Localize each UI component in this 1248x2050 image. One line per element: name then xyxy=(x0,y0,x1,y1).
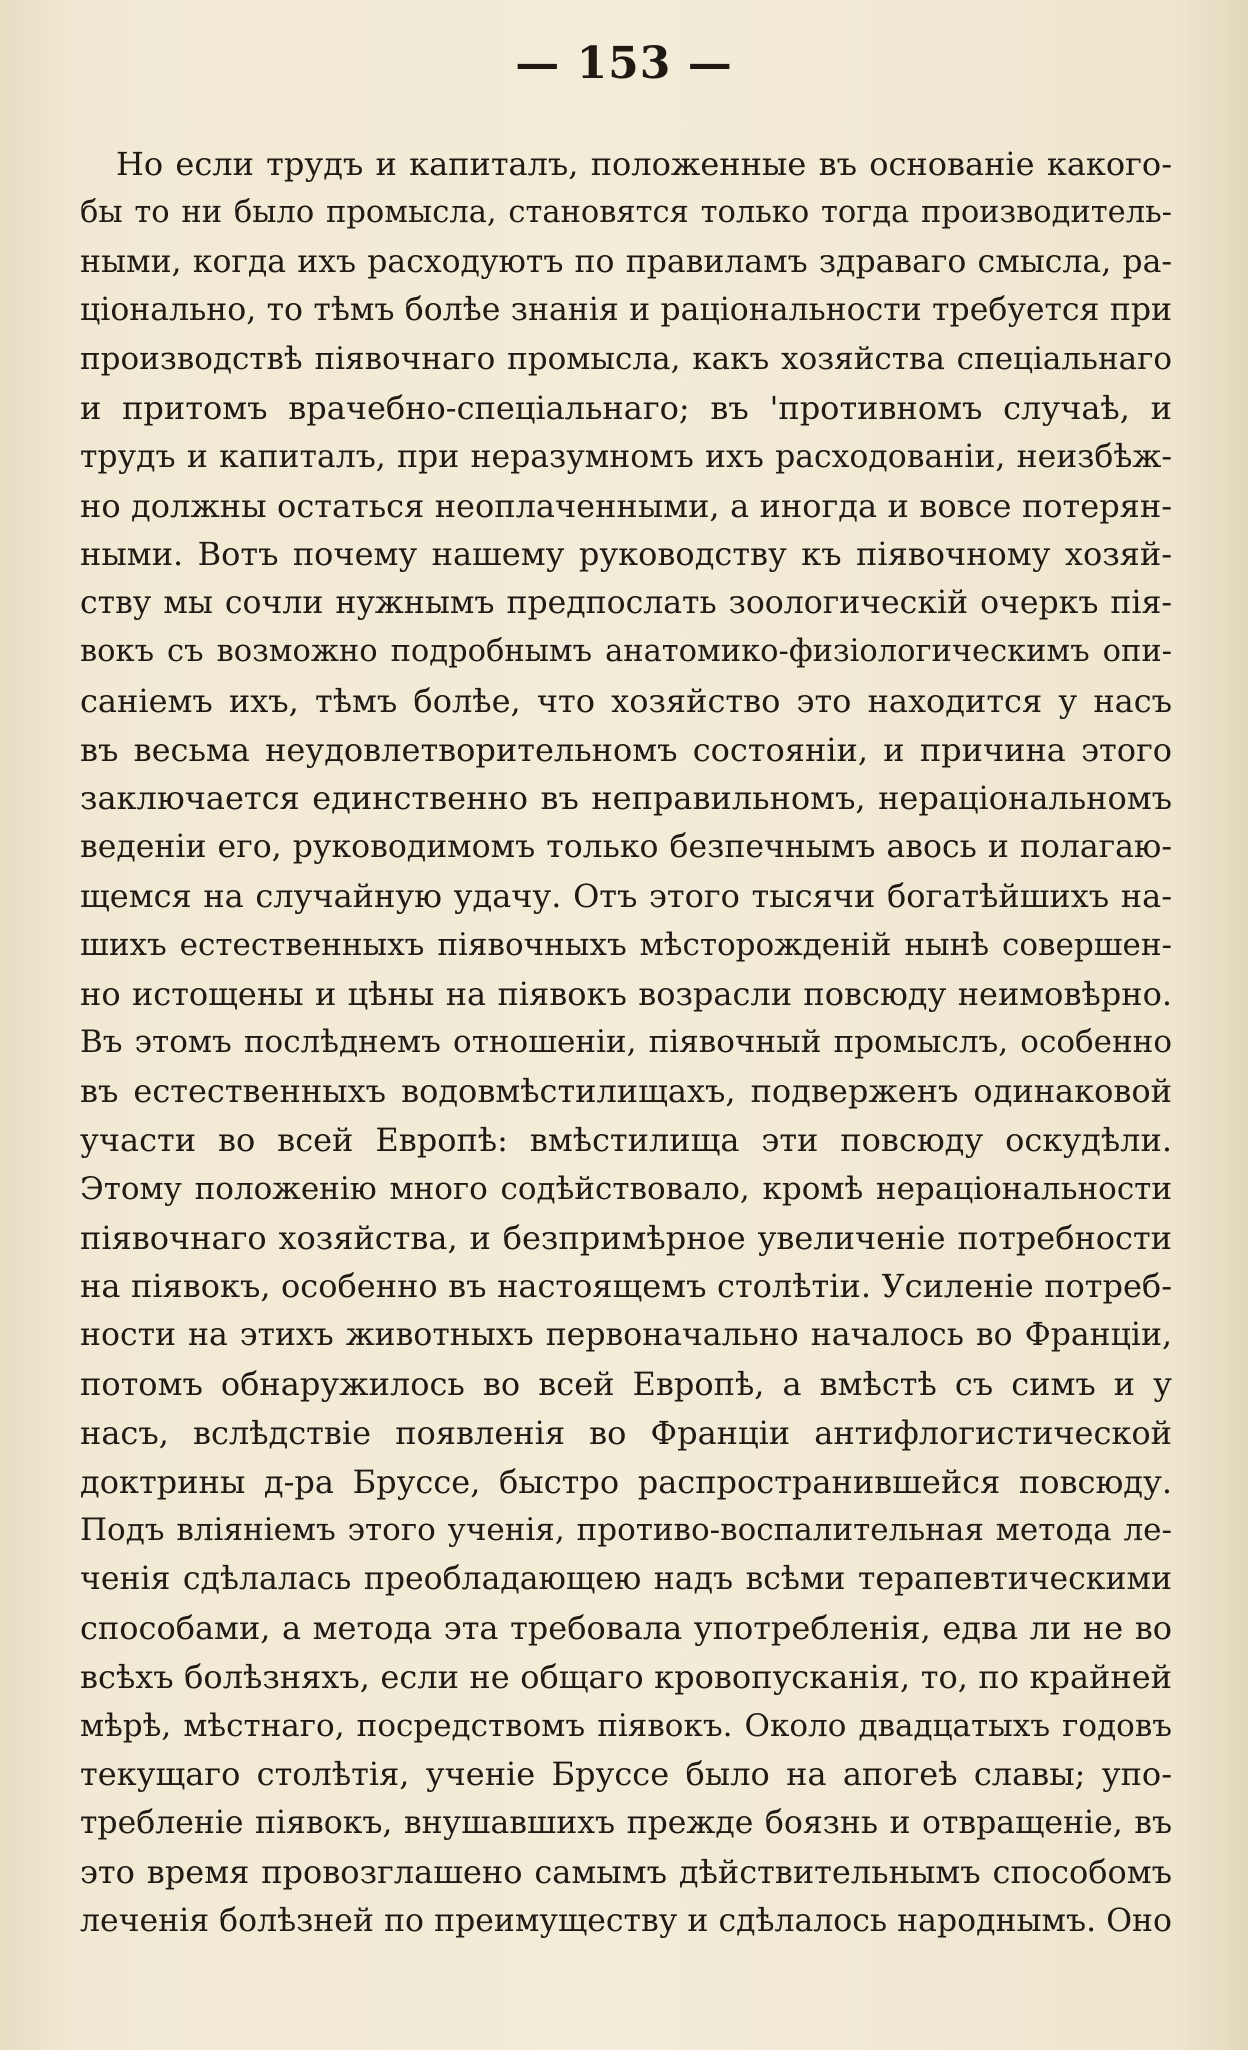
text-line: ству мы сочли нужнымъ предпослать зоологическій очеркъ пія- xyxy=(80,585,1172,622)
text-line: насъ, вслѣдствіе появленія во Франціи антифлогистической xyxy=(80,1413,1172,1452)
text-line: заключается единственно въ неправильномъ, нераціональномъ xyxy=(80,779,1172,818)
text-line: требленіе піявокъ, внушавшихъ прежде боязнь и отвращеніе, въ xyxy=(80,1805,1172,1842)
text-line: производствѣ піявочнаго промысла, какъ хозяйства спеціальнаго xyxy=(80,341,1172,378)
text-line: піявочнаго хозяйства, и безпримѣрное увеличеніе потребности xyxy=(80,1218,1172,1257)
text-line: мѣрѣ, мѣстнаго, посредствомъ піявокъ. Около двадцатыхъ годовъ xyxy=(80,1707,1172,1744)
text-line: но истощены и цѣны на піявокъ возрасли повсюду неимовѣрно. xyxy=(80,974,1172,1013)
text-line: саніемъ ихъ, тѣмъ болѣе, что хозяйство это находится у насъ xyxy=(80,681,1172,720)
text-line: на піявокъ, особенно въ настоящемъ столѣтіи. Усиленіе потреб- xyxy=(80,1267,1172,1306)
text-line: ціонально, то тѣмъ болѣе знанія и раціональности требуется при xyxy=(80,292,1172,329)
text-line: трудъ и капиталъ, при неразумномъ ихъ расходованіи, неизбѣж- xyxy=(80,438,1172,475)
text-line: Въ этомъ послѣднемъ отношеніи, піявочный промыслъ, особенно xyxy=(80,1024,1172,1061)
text-line: шихъ естественныхъ піявочныхъ мѣсторожденій нынѣ совершен- xyxy=(80,926,1172,963)
text-line: это время провозглашено самымъ дѣйствительнымъ способомъ xyxy=(80,1852,1172,1891)
text-line: ными, когда ихъ расходуютъ по правиламъ здраваго смысла, ра- xyxy=(80,243,1172,280)
text-line: въ естественныхъ водовмѣстилищахъ, подверженъ одинаковой xyxy=(80,1072,1172,1111)
text-line: щемся на случайную удачу. Отъ этого тысячи богатѣйшихъ на- xyxy=(80,876,1172,915)
text-line: бы то ни было промысла, становятся только тогда производитель- xyxy=(80,194,1172,230)
text-line: доктрины д-ра Бруссе, быстро распространившейся повсюду. xyxy=(80,1462,1172,1501)
text-line: способами, а метода эта требовала употребленія, едва ли не во xyxy=(80,1608,1172,1647)
text-line: Этому положенію много содѣйствовало, кромѣ нераціональности xyxy=(80,1170,1172,1207)
text-line: потомъ обнаружилось во всей Европѣ, а вмѣстѣ съ симъ и у xyxy=(80,1364,1172,1403)
text-line: Но если трудъ и капиталъ, положенные въ основаніе какого- xyxy=(116,145,1172,183)
text-line: леченія болѣзней по преимуществу и сдѣлалось народнымъ. Оно xyxy=(80,1902,1172,1939)
text-line: всѣхъ болѣзняхъ, если не общаго кровопусканія, то, по крайней xyxy=(80,1657,1172,1696)
text-line: веденіи его, руководимомъ только безпечнымъ авось и полагаю- xyxy=(80,829,1172,866)
text-line: но должны остаться неоплаченными, а иногда и вовсе потерян- xyxy=(80,486,1172,525)
text-line: въ весьма неудовлетворительномъ состояніи, и причина этого xyxy=(80,730,1172,769)
text-line: вокъ съ возможно подробнымъ анатомико-физіологическимъ опи- xyxy=(80,633,1172,669)
text-line: текущаго столѣтія, ученіе Бруссе было на апогеѣ славы; упо- xyxy=(80,1755,1172,1794)
text-line: и притомъ врачебно-спеціальнаго; въ 'противномъ случаѣ, и xyxy=(80,388,1172,427)
text-line: ными. Вотъ почему нашему руководству къ піявочному хозяй- xyxy=(80,535,1172,574)
page-number: — 153 — xyxy=(515,38,733,89)
text-line: Подъ вліяніемъ этого ученія, противо-воспалительная метода ле- xyxy=(80,1512,1172,1549)
text-line: участи во всей Европѣ: вмѣстилища эти повсюду оскудѣли. xyxy=(80,1120,1172,1159)
text-line: ности на этихъ животныхъ первоначально началось во Франціи, xyxy=(80,1317,1172,1354)
text-line: ченія сдѣлалась преобладающею надъ всѣми терапевтическими xyxy=(80,1561,1172,1598)
text-body xyxy=(80,140,1172,1945)
